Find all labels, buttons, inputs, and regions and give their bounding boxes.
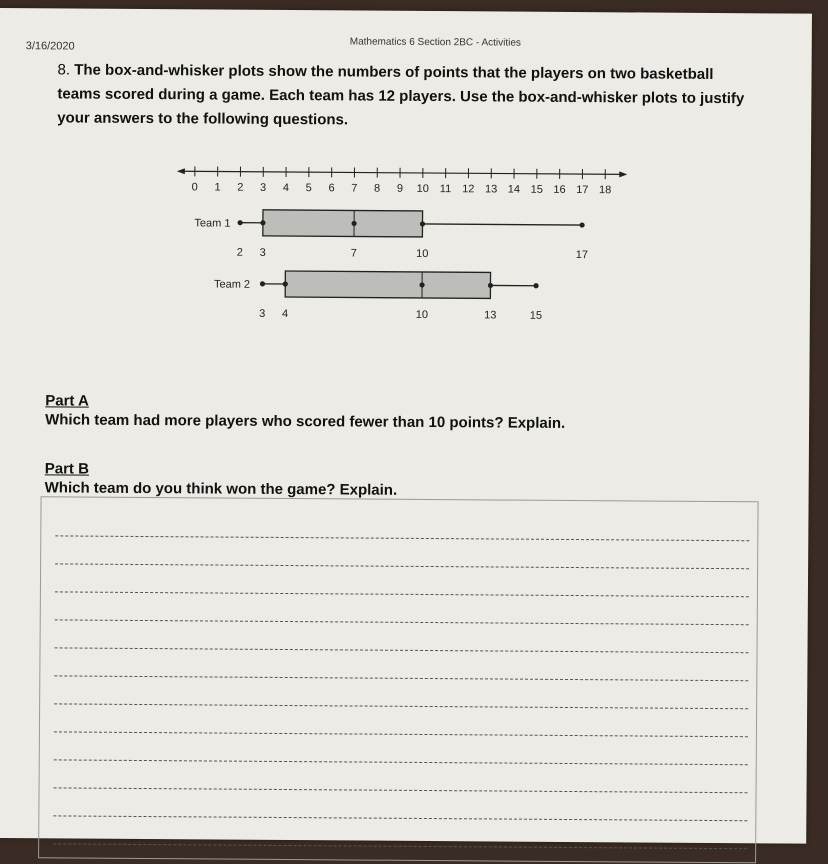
data-point	[351, 221, 356, 226]
data-point	[260, 220, 265, 225]
axis-tick-label: 4	[283, 182, 289, 194]
axis-tick-label: 12	[462, 183, 474, 195]
axis-tick-label: 7	[351, 182, 357, 194]
number-line	[181, 171, 623, 174]
data-point	[533, 283, 538, 288]
data-point	[488, 283, 493, 288]
value-label: 3	[259, 308, 265, 320]
axis-tick-label: 17	[576, 184, 588, 196]
box	[263, 210, 423, 237]
answer-line[interactable]	[54, 787, 748, 793]
value-label: 15	[530, 310, 542, 322]
answer-line[interactable]	[55, 563, 749, 569]
box	[285, 271, 490, 298]
value-label: 4	[282, 308, 288, 320]
data-point	[420, 221, 425, 226]
axis-tick-label: 1	[214, 182, 220, 194]
date: 3/16/2020	[26, 40, 75, 52]
value-label: 13	[484, 309, 496, 321]
axis-tick-label: 16	[553, 184, 565, 196]
worksheet-page	[0, 8, 812, 844]
part-b-question: Which team do you think won the game? Explain.	[45, 479, 398, 498]
value-label: 2	[237, 247, 243, 259]
axis-tick-label: 5	[306, 182, 312, 194]
axis-tick-label: 11	[440, 183, 452, 195]
axis-tick-label: 8	[374, 183, 380, 195]
data-point	[237, 220, 242, 225]
answer-line[interactable]	[53, 843, 747, 849]
data-point	[260, 281, 265, 286]
value-label: 3	[260, 247, 266, 259]
part-b-label: Part B	[45, 460, 89, 477]
header-title: Mathematics 6 Section 2BC - Activities	[350, 36, 521, 48]
answer-line[interactable]	[54, 675, 748, 681]
whisker-right	[423, 224, 583, 225]
axis-tick-label: 15	[531, 184, 543, 196]
answer-box[interactable]	[38, 496, 759, 863]
data-point	[283, 281, 288, 286]
answer-line[interactable]	[55, 535, 749, 541]
part-a-label: Part A	[45, 392, 89, 409]
axis-tick-label: 10	[417, 183, 429, 195]
axis-tick-label: 9	[397, 183, 403, 195]
answer-line[interactable]	[55, 647, 749, 653]
question-number: 8.	[58, 61, 71, 78]
series-label: Team 1	[194, 217, 230, 229]
value-label: 7	[351, 247, 357, 259]
axis-tick-label: 0	[192, 181, 198, 193]
axis-tick-label: 6	[328, 182, 334, 194]
value-label: 10	[416, 248, 428, 260]
data-point	[579, 222, 584, 227]
answer-line[interactable]	[53, 815, 747, 821]
answer-line[interactable]	[54, 731, 748, 737]
data-point	[419, 282, 424, 287]
number-line-arrow-left	[177, 168, 185, 174]
value-label: 17	[576, 249, 588, 261]
answer-line[interactable]	[54, 703, 748, 709]
axis-tick-label: 14	[508, 184, 520, 196]
value-label: 10	[416, 309, 428, 321]
series-label: Team 2	[214, 279, 250, 291]
answer-line[interactable]	[55, 619, 749, 625]
answer-line[interactable]	[55, 591, 749, 597]
box-plot-chart	[0, 8, 812, 354]
axis-tick-label: 13	[485, 183, 497, 195]
axis-tick-label: 2	[237, 182, 243, 194]
answer-line[interactable]	[54, 759, 748, 765]
axis-tick-label: 18	[599, 184, 611, 196]
part-a-question: Which team had more players who scored fewer than 10 points? Explain.	[45, 411, 565, 432]
axis-tick-label: 3	[260, 182, 266, 194]
question-body: The box-and-whisker plots show the numbers of points that the players on two basketball teams scored during a game. Each team has 12 players. Use the box-and-whisker plots to justify your answers to the following questions.	[57, 62, 744, 129]
number-line-arrow-right	[619, 171, 627, 177]
